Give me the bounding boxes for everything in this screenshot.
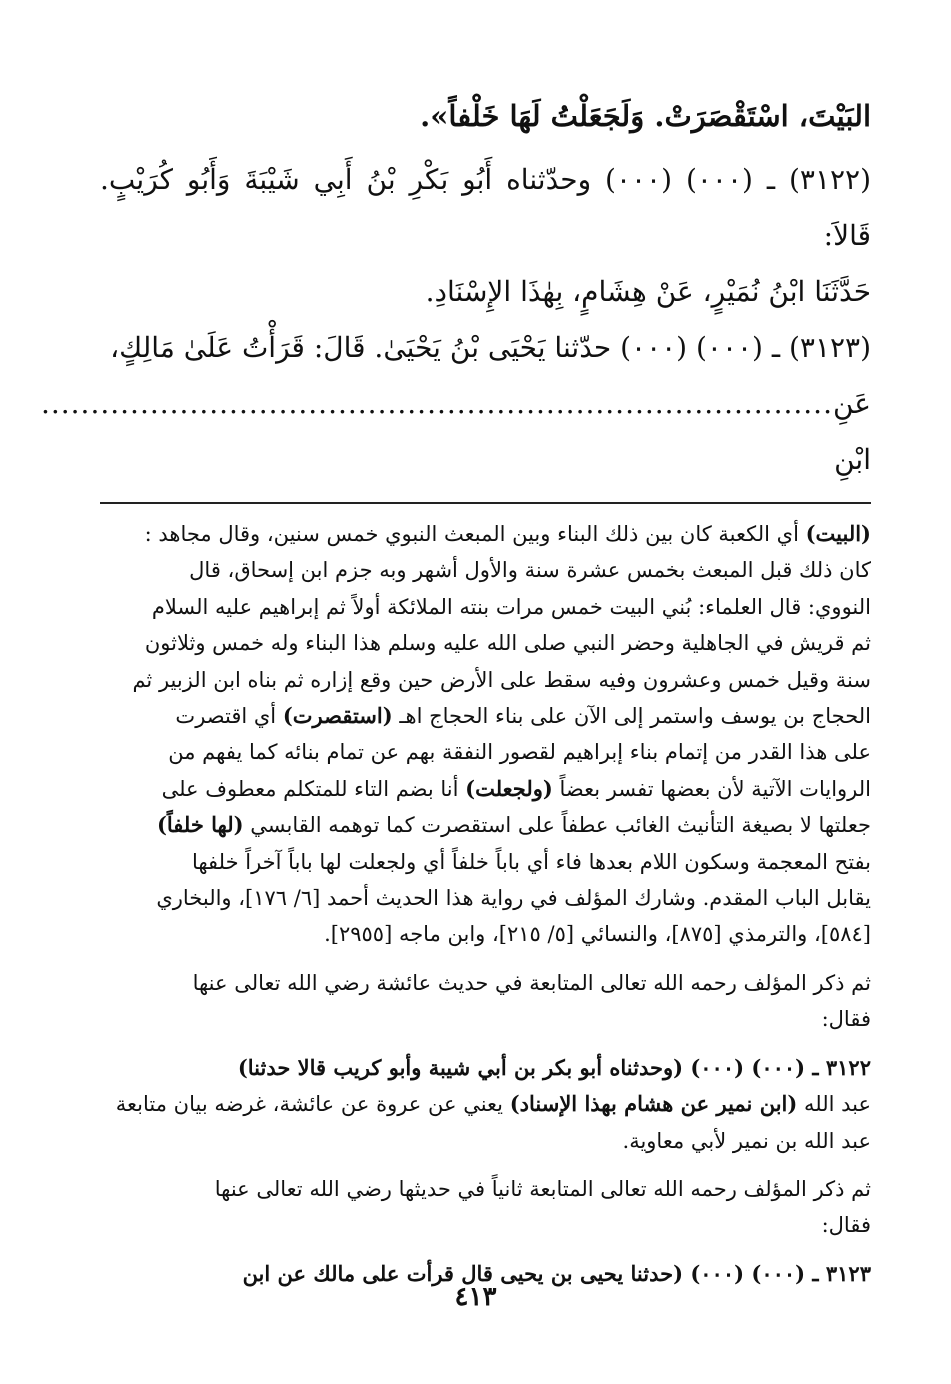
text-segment: أي الكعبة كان بين ذلك البناء وبين المبعث النبوي خمس سنين، وقال مجاهد : xyxy=(144,522,806,546)
commentary-line xyxy=(100,807,871,843)
bold-quote-segment: (استقصرت) xyxy=(282,703,393,729)
text-segment: النووي: قال العلماء: بُني البيت خمس مرات بنته الملائكة أولاً ثم إبراهيم عليه السلام xyxy=(151,594,871,619)
text-segment: الروايات الآتية لأن بعضها تفسر بعضاً xyxy=(552,776,871,801)
text-segment: عبد الله بن نمير لأبي معاوية. xyxy=(622,1128,871,1153)
commentary-line xyxy=(100,662,871,698)
bold-quote-segment: (ولجعلت) xyxy=(465,775,553,801)
commentary-line xyxy=(100,880,871,916)
text-segment: ثم ذكر المؤلف رحمه الله تعالى المتابعة ثانياً في حديثها رضي الله تعالى عنها xyxy=(214,1176,871,1201)
hadith-line: (٣١٢٣) ـ (٠٠٠) (٠٠٠) حدّثنا يَحْيَى بْنُ يَحْيَىٰ. قَالَ: قَرَأْتُ عَلَىٰ مَالِكٍ، xyxy=(110,331,871,364)
hadith-line xyxy=(40,376,871,488)
commentary-paragraph xyxy=(100,516,871,953)
hadith-text-fragment: عَنِ ابْنِ xyxy=(832,387,871,476)
bold-quote-segment: ٣١٢٣ ـ (٠٠٠) (٠٠٠) (حدثنا يحيى بن يحيى قال قرأت على مالك عن ابن xyxy=(242,1260,871,1286)
commentary-line xyxy=(100,965,871,1001)
commentary-line xyxy=(100,734,871,770)
text-segment: ثم قريش في الجاهلية وحضر النبي صلى الله عليه وسلم هذا البناء وله خمس وثلاثون xyxy=(144,631,871,656)
commentary-paragraph xyxy=(100,1050,871,1159)
commentary-section xyxy=(100,516,871,1292)
commentary-paragraph xyxy=(100,1171,871,1244)
commentary-line xyxy=(100,844,871,880)
text-segment: كان ذلك قبل المبعث بخمس عشرة سنة والأول أشهر وبه جزم ابن إسحاق، قال xyxy=(189,558,871,583)
bold-quote-segment: (لها خلفاً) xyxy=(156,812,244,838)
footnote-divider xyxy=(100,502,871,504)
text-segment: أنا بضم التاء للمتكلم معطوف على xyxy=(161,776,466,801)
text-segment: [٥٨٤]، والترمذي [٨٧٥]، والنسائي [٥/ ٢١٥]، وابن ماجه [٢٩٥٥]. xyxy=(324,922,871,947)
text-segment: بفتح المعجمة وسكون اللام بعدها فاء أي باباً خلفاً أي ولجعلت لها باباً آخراً خلفها xyxy=(191,849,871,874)
text-segment: فقال: xyxy=(821,1007,871,1032)
commentary-line xyxy=(100,698,871,734)
commentary-line xyxy=(100,589,871,625)
commentary-line xyxy=(100,1050,871,1086)
ellipsis-dots: ................................................................................ xyxy=(40,387,833,420)
commentary-line xyxy=(100,1207,871,1243)
text-segment: الحجاج بن يوسف واستمر إلى الآن على بناء الحجاج اهـ xyxy=(392,704,871,729)
text-segment: يقابل الباب المقدم. وشارك المؤلف في رواية هذا الحديث أحمد [٦/ ١٧٦]، والبخاري xyxy=(156,886,871,911)
bold-quote-segment: ٣١٢٢ ـ (٠٠٠) (٠٠٠) (وحدثناه أبو بكر بن أبي شيبة وأبو كريب قالا حدثنا) xyxy=(237,1054,871,1080)
commentary-paragraph xyxy=(100,965,871,1038)
hadith-line: البَيْتَ، اسْتَقْصَرَتْ. وَلَجَعَلْتُ لَهَا خَلْفاً». xyxy=(420,99,871,133)
bold-quote-segment: (ابن نمير عن هشام بهذا الإسناد) xyxy=(509,1091,798,1117)
commentary-line xyxy=(100,916,871,952)
commentary-line xyxy=(100,1001,871,1037)
text-segment: جعلتها لا بصيغة التأنيث الغائب عطفاً على استقصرت كما توهمه القابسي xyxy=(243,813,871,838)
text-segment: سنة وقيل خمس وعشرون وفيه سقط على الأرض حين وقع إزاره ثم بناه ابن الزبير ثم xyxy=(132,667,871,692)
commentary-line xyxy=(100,1123,871,1159)
hadith-section xyxy=(40,88,871,488)
text-segment: أي اقتصرت xyxy=(175,704,283,729)
commentary-line xyxy=(100,771,871,807)
bold-quote-segment: (البيت) xyxy=(805,521,871,546)
commentary-line xyxy=(100,516,871,552)
text-segment: ثم ذكر المؤلف رحمه الله تعالى المتابعة في حديث عائشة رضي الله تعالى عنها xyxy=(192,970,871,995)
commentary-line xyxy=(100,552,871,588)
commentary-line xyxy=(100,625,871,661)
text-segment: على هذا القدر من إتمام بناء إبراهيم لقصور النفقة بهم عن تمام بنائه كما يفهم من xyxy=(168,740,871,765)
hadith-line: حَدَّثَنَا ابْنُ نُمَيْرٍ، عَنْ هِشَامٍ، بِهٰذَا الإِسْنَادِ. xyxy=(425,275,871,308)
commentary-line xyxy=(100,1086,871,1122)
hadith-line: (٣١٢٢) ـ (٠٠٠) (٠٠٠) وحدّثناه أَبُو بَكْرِ بْنُ أَبِي شَيْبَةَ وَأَبُو كُرَيْبٍ. قَالاَ: xyxy=(100,163,871,252)
text-segment: فقال: xyxy=(821,1213,871,1238)
commentary-line xyxy=(100,1171,871,1207)
text-segment: يعني عن عروة عن عائشة، غرضه بيان متابعة xyxy=(115,1092,510,1117)
text-segment: عبد الله xyxy=(797,1092,871,1117)
page-number: ٤١٣ xyxy=(454,1282,497,1312)
